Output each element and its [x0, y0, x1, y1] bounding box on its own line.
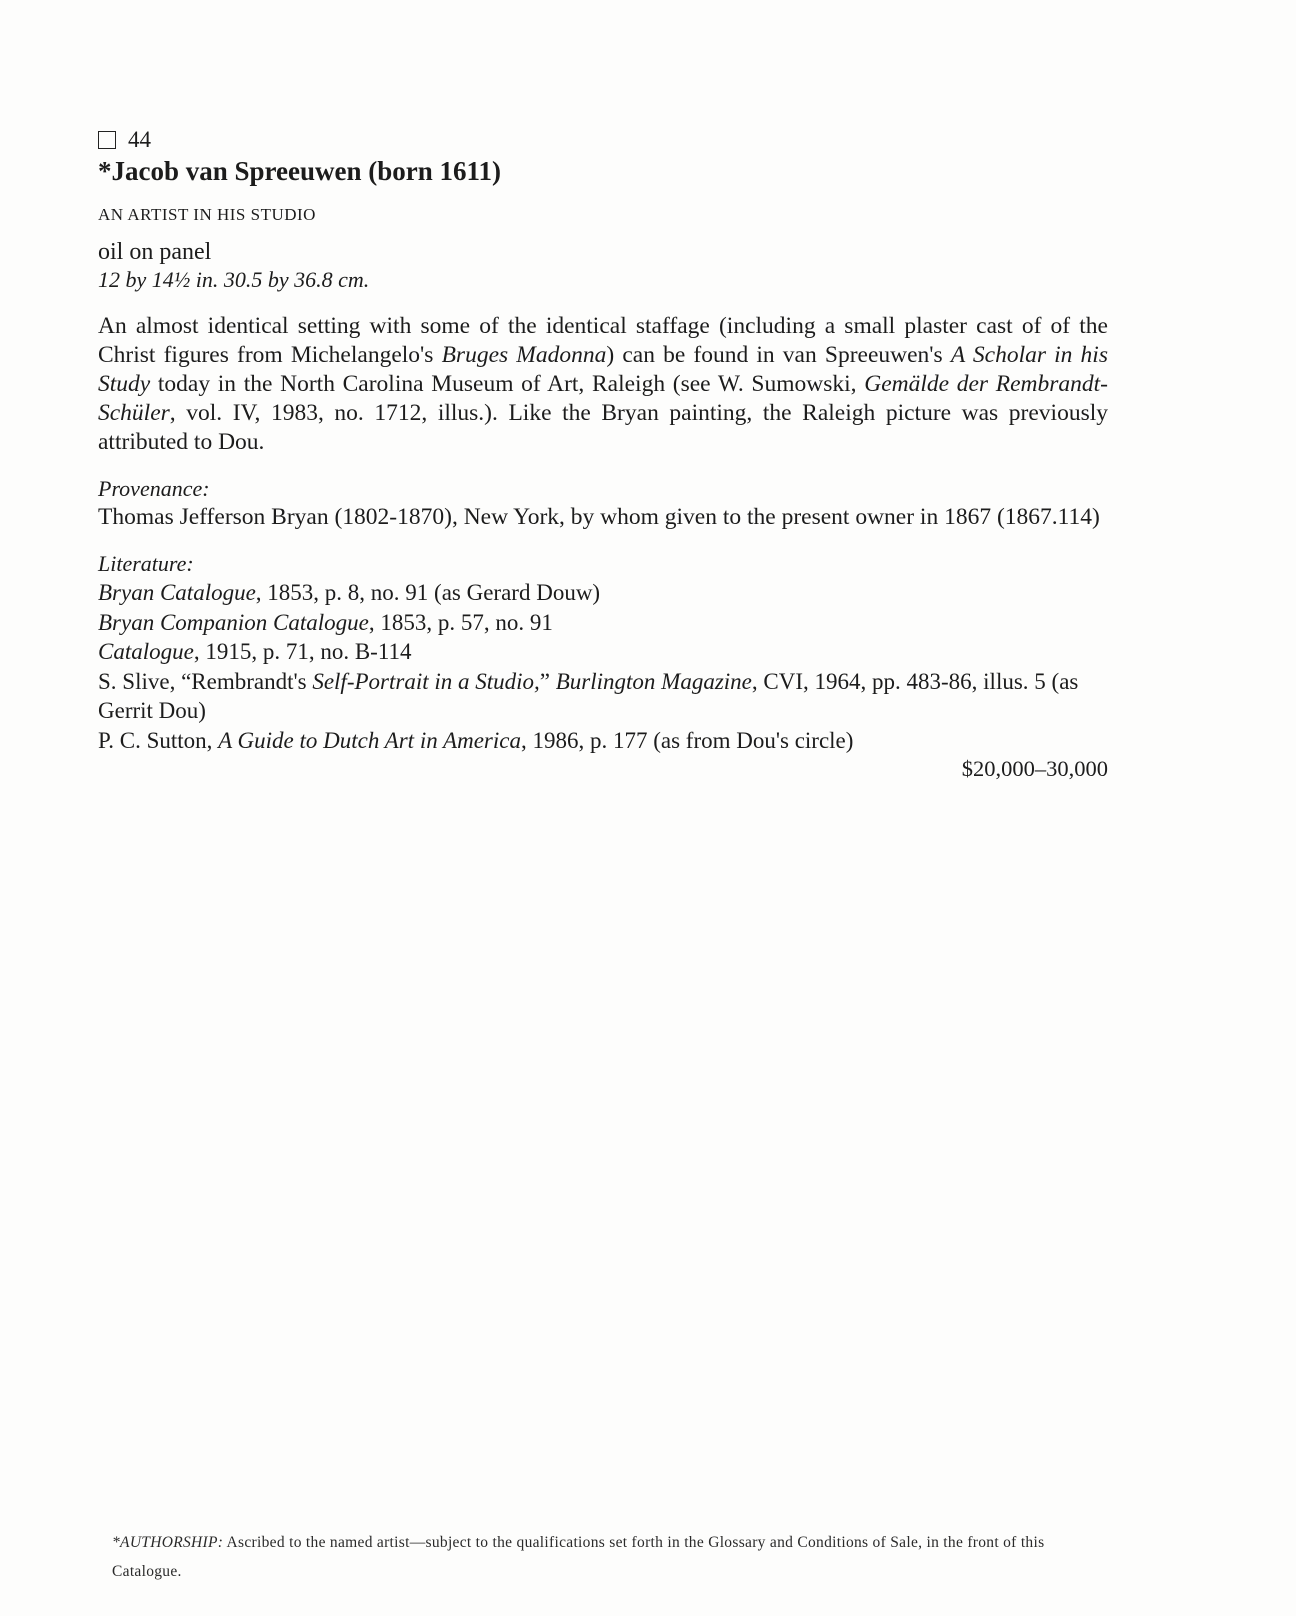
artwork-dimensions: 12 by 14½ in. 30.5 by 36.8 cm.	[98, 267, 370, 292]
footnote-label: *AUTHORSHIP:	[112, 1534, 224, 1551]
lit-detail: , 1915, p. 71, no. B-114	[193, 639, 412, 664]
lit-detail: ”	[539, 668, 556, 694]
desc-italic-2: A Scholar in his Study	[98, 342, 1108, 397]
lit-title: Self-Portrait in a Studio,	[312, 668, 540, 694]
provenance-heading: Provenance:	[98, 476, 210, 501]
artwork-medium: oil on panel	[98, 239, 212, 265]
desc-text-1: An almost identical setting with some of the identical staffage (including a small plaster cast of of the Christ figures from Michelangelo's	[98, 313, 1108, 368]
desc-italic-1: Bruges Madonna	[441, 342, 607, 368]
artist-name: *Jacob van Spreeuwen (born 1611)	[98, 156, 502, 186]
literature-item	[98, 608, 1108, 638]
literature-item	[98, 667, 1108, 726]
literature-list	[98, 578, 1108, 755]
lit-detail: S. Slive, “Rembrandt's	[98, 668, 313, 694]
price-estimate: $20,000–30,000	[961, 756, 1108, 781]
lit-detail: , CVI, 1964, pp. 483-86, illus. 5 (as Gerrit Dou)	[98, 668, 1079, 723]
literature-heading: Literature:	[98, 551, 194, 576]
lit-detail: , 1853, p. 57, no. 91	[368, 609, 553, 635]
literature-item	[98, 726, 1108, 756]
desc-text-2: ) can be found in van Spreeuwen's	[606, 342, 951, 368]
catalogue-entry	[98, 126, 1108, 783]
desc-text-3: today in the North Carolina Museum of Art, Raleigh (see W. Sumowski,	[150, 371, 865, 397]
authorship-footnote	[112, 1528, 1112, 1586]
lit-detail: P. C. Sutton,	[98, 727, 219, 753]
desc-italic-3: Gemälde der Rembrandt-Schüler	[98, 371, 1108, 426]
literature-item	[98, 578, 1108, 608]
lit-title: Bryan Companion Catalogue	[98, 609, 369, 635]
lit-detail: , 1853, p. 8, no. 91 (as Gerard Douw)	[255, 580, 601, 605]
literature-item	[98, 637, 1108, 667]
lit-title: Catalogue	[98, 639, 194, 664]
description-paragraph	[98, 312, 1108, 457]
lit-title: Burlington Magazine	[555, 668, 752, 694]
lit-title: A Guide to Dutch Art in America	[218, 727, 521, 753]
provenance-text: Thomas Jefferson Bryan (1802-1870), New York, by whom given to the present owner in 1867 (1867.114)	[98, 504, 1100, 530]
footnote-text: Ascribed to the named artist—subject to the qualifications set forth in the Glossary and Conditions of Sale, in the front of this Catalogue.	[112, 1534, 1045, 1580]
lot-header	[98, 126, 1108, 154]
bid-checkbox[interactable]	[98, 131, 116, 149]
desc-text-4: , vol. IV, 1983, no. 1712, illus.). Like the Bryan painting, the Raleigh picture was previously attributed to Dou.	[98, 400, 1108, 455]
lit-detail: , 1986, p. 177 (as from Dou's circle)	[520, 727, 854, 753]
lit-title: Bryan Catalogue	[98, 580, 256, 605]
lot-number: 44	[128, 127, 151, 152]
artwork-title: AN ARTIST IN HIS STUDIO	[98, 205, 316, 224]
